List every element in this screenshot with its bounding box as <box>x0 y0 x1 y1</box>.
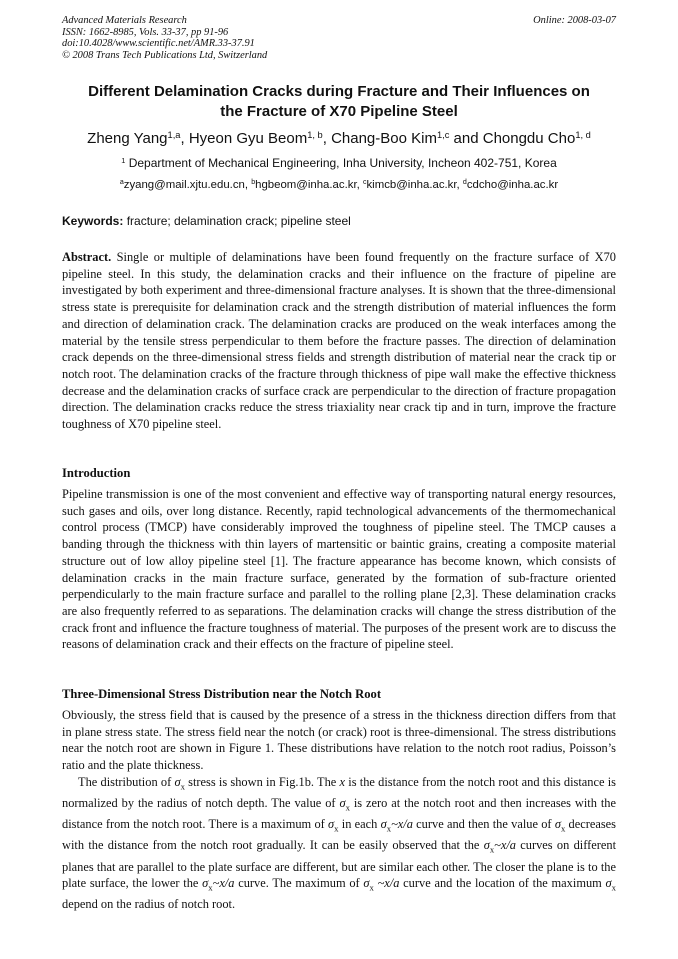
author-sep: , <box>322 130 332 147</box>
online-date: Online: 2008-03-07 <box>533 15 616 26</box>
author-sep: and <box>449 130 483 147</box>
abstract-label: Abstract. <box>62 250 112 264</box>
email-sup: a <box>119 179 124 187</box>
author-name: Zheng Yang <box>87 130 168 147</box>
doi-line[interactable]: doi:10.4028/www.scientific.net/AMR.33-37.91 <box>62 38 255 49</box>
affiliation-text: Department of Mechanical Engineering, Inha University, Incheon 402-751, Korea <box>125 156 557 170</box>
author-name: Chang-Boo Kim <box>331 130 437 147</box>
section3-body <box>62 707 616 913</box>
paper-title <box>62 82 616 122</box>
email-sep: , <box>356 179 363 191</box>
issn-line: ISSN: 1662-8985, Vols. 33-37, pp 91-96 <box>62 26 229 38</box>
email-address[interactable]: kimcb@inha.ac.kr <box>366 179 457 191</box>
email-sup: b <box>251 179 256 187</box>
author-sep: , <box>180 130 189 147</box>
keywords-text: fracture; delamination crack; pipeline steel <box>123 214 351 228</box>
author-list <box>40 129 638 149</box>
author-sup: 1, b <box>307 129 323 140</box>
author-name: Hyeon Gyu Beom <box>188 130 308 147</box>
keywords-label: Keywords: <box>62 214 124 228</box>
introduction-heading: Introduction <box>62 466 131 480</box>
email-list <box>40 177 638 193</box>
email-sup: d <box>462 179 467 187</box>
title-line-2: the Fracture of X70 Pipeline Steel <box>220 103 458 120</box>
author-name: Chongdu Cho <box>482 130 576 147</box>
email-sup: c <box>362 179 367 187</box>
journal-name: Advanced Materials Research <box>62 15 187 26</box>
abstract-text: Single or multiple of delaminations have been found frequently on the fracture surface of X70 pipeline steel. In this study, the delamination cracks and their influence on the fracture of pipeline are investigated by both experiment and three-dimensional fracture analyses. It is shown that the three-dimensional stress state is prerequisite for delamination crack and the strength distribution of material influences the form and direction of delamination crack. The delamination cracks are produced on the weak interfaces among the material by the tensile stress perpendicular to them before the fracture passes. The direction of delamination crack depends on the three-dimensional stress fields and strength distribution of material near the crack tip or notch root. The delamination cracks of the fracture through thickness of pipe wall make the effective thickness decrease and the delamination cracks of surface crack are perpendicular to the direction of fracture propagation direction. The delamination cracks reduce the stress triaxiality near crack tip and in turn, improve the fracture toughness of X70 pipeline steel. <box>62 250 616 432</box>
introduction-text: Pipeline transmission is one of the most convenient and effective way of transporting natural energy resources, such gases and oils, over long distance. Recently, rapid technological advancements of the thermomechanical control process (TMCP) have considerably improved the toughness of pipeline steel. The TMCP causes a banding through the thickness with thin layers of martensitic or baintic grains, creating a composite material structure out of low alloy pipeline steel [1]. The fracture appearance has become known, which consists of delamination cracks in the main fracture surface, generated by the formation of sub-fracture oriented perpendicularly to the main fracture surface and parallel to the rolling plane [2,3]. These delamination cracks are also frequently referred to as separations. The delamination cracks will change the stress distribution of the crack front and influence the fracture toughness of material. The purposes of the present work are to discuss the reasons of delamination crack and their effects on the fracture of pipeline steel. <box>62 487 616 652</box>
email-address[interactable]: hgbeom@inha.ac.kr <box>255 179 357 191</box>
affiliation-sup: 1 <box>121 155 126 165</box>
author-sup: 1, d <box>575 129 591 140</box>
introduction-body <box>62 486 616 653</box>
email-address[interactable]: zyang@mail.xjtu.edu.cn <box>123 179 245 191</box>
email-sep: , <box>244 179 252 191</box>
email-sep: , <box>456 179 463 191</box>
copyright-line: © 2008 Trans Tech Publications Ltd, Switzerland <box>62 49 268 61</box>
keywords-line <box>62 213 351 229</box>
author-sup: 1,a <box>167 129 181 140</box>
title-line-1: Different Delamination Cracks during Fracture and Their Influences on <box>88 83 590 100</box>
abstract <box>62 249 616 433</box>
section3-para1: Obviously, the stress field that is caused by the presence of a stress in the thickness direction differs from that in plane stress state. The stress field near the notch (or crack) root is three-dimensional. The stress distributions near the notch root are shown in Figure 1. These distributions have relation to the notch root radius, Poisson’s ratio and the plate thickness. <box>62 708 616 773</box>
email-address[interactable]: cdcho@inha.ac.kr <box>466 179 559 191</box>
section3-heading: Three-Dimensional Stress Distribution near the Notch Root <box>62 687 382 701</box>
section3-para2: The distribution of $\sigma_x$ stress is shown in Fig.1b. The x is the distance from the notch root and this distance is normalized by the radius of notch depth. The value of $\sigma_x$ is zero at the notch root and then increases with the distance from the notch root. There is a maximum of $\sigma_x$ in each $\sigma_x\sim x/a$ curve and then the value of $\sigma_x$ decreases with the distance from the notch root gradually. It can be easily observed that the $\sigma_x\sim x/a$ curves on different planes that are parallel to the plate surface are different, but are similar each other. The closer the plane is to the plate surface, the lower the $\sigma_x\sim x/a$ curve. The maximum of $\sigma_x$ ~x/a curve and the location of the maximum $\sigma_x$ depend on the radius of notch root. <box>62 774 617 912</box>
author-sup: 1,c <box>436 129 450 140</box>
affiliation <box>40 155 638 171</box>
journal-header <box>62 15 267 61</box>
